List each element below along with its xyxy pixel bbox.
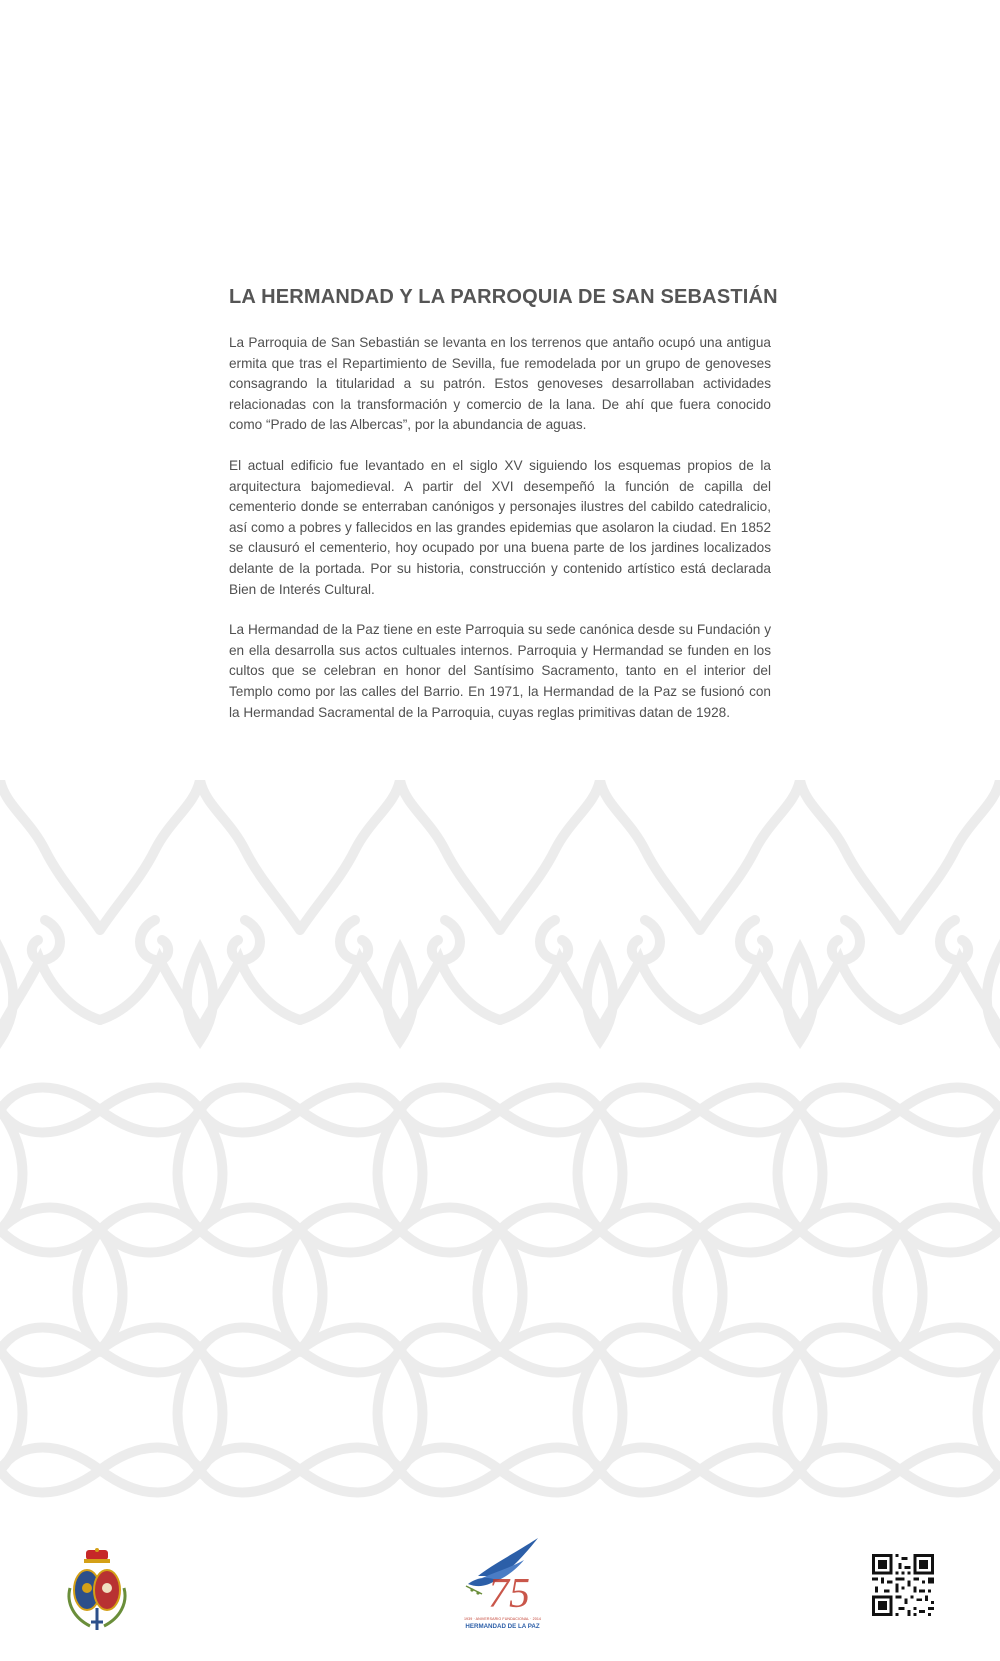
anniversary-brotherhood-name: HERMANDAD DE LA PAZ (465, 1623, 540, 1630)
article-title: LA HERMANDAD Y LA PARROQUIA DE SAN SEBASTIÁN (229, 286, 778, 308)
background-ornament-pattern (0, 780, 1000, 1540)
anniversary-number: 75 (488, 1571, 530, 1617)
article-paragraph: La Parroquia de San Sebastián se levanta en los terrenos que antaño ocupó una antigua ermita que tras el Repartimiento de Sevilla, fue remodelada por un grupo de genoveses consagrando la titularidad a su patrón. Estos genoveses desarrollaban actividades relacionadas con la transformación y comercio de la lana. De ahí que fuera conocido como “Prado de las Albercas”, por la abundancia de aguas. (229, 335, 771, 433)
article-paragraph: El actual edificio fue levantado en el siglo XV siguiendo los esquemas propios de la arquitectura bajomedieval. A partir del XVI desempeñó la función de capilla del cementerio donde se enterraban canónigos y personajes ilustres del cabildo catedralicio, así como a pobres y fallecidos en las grandes epidemias que asolaron la ciudad. En 1852 se clausuró el cementerio, hoy ocupado por una buena parte de los jardines localizados delante de la portada. Por su historia, construcción y contenido artístico está declarada Bien de Interés Cultural. (229, 457, 771, 597)
anniversary-caption: 1939 · ANIVERSARIO FUNDACIONAL · 2014 (463, 1617, 542, 1621)
qr-code-icon[interactable] (872, 1554, 934, 1616)
brotherhood-crest-icon (60, 1548, 134, 1632)
article-paragraph: La Hermandad de la Paz tiene en este Parroquia su sede canónica desde su Fundación y en ella desarrolla sus actos cultuales internos. Parroquia y Hermandad se funden en los cultos que se celebran en honor del Santísimo Sacramento, tanto en el interior del Templo como por las calles del Barrio. En 1971, la Hermandad de la Paz se fusionó con la Hermandad Sacramental de la Parroquia, cuyas reglas primitivas datan de 1928. (229, 622, 771, 720)
anniversary-logo (460, 1536, 545, 1632)
article (229, 286, 778, 743)
